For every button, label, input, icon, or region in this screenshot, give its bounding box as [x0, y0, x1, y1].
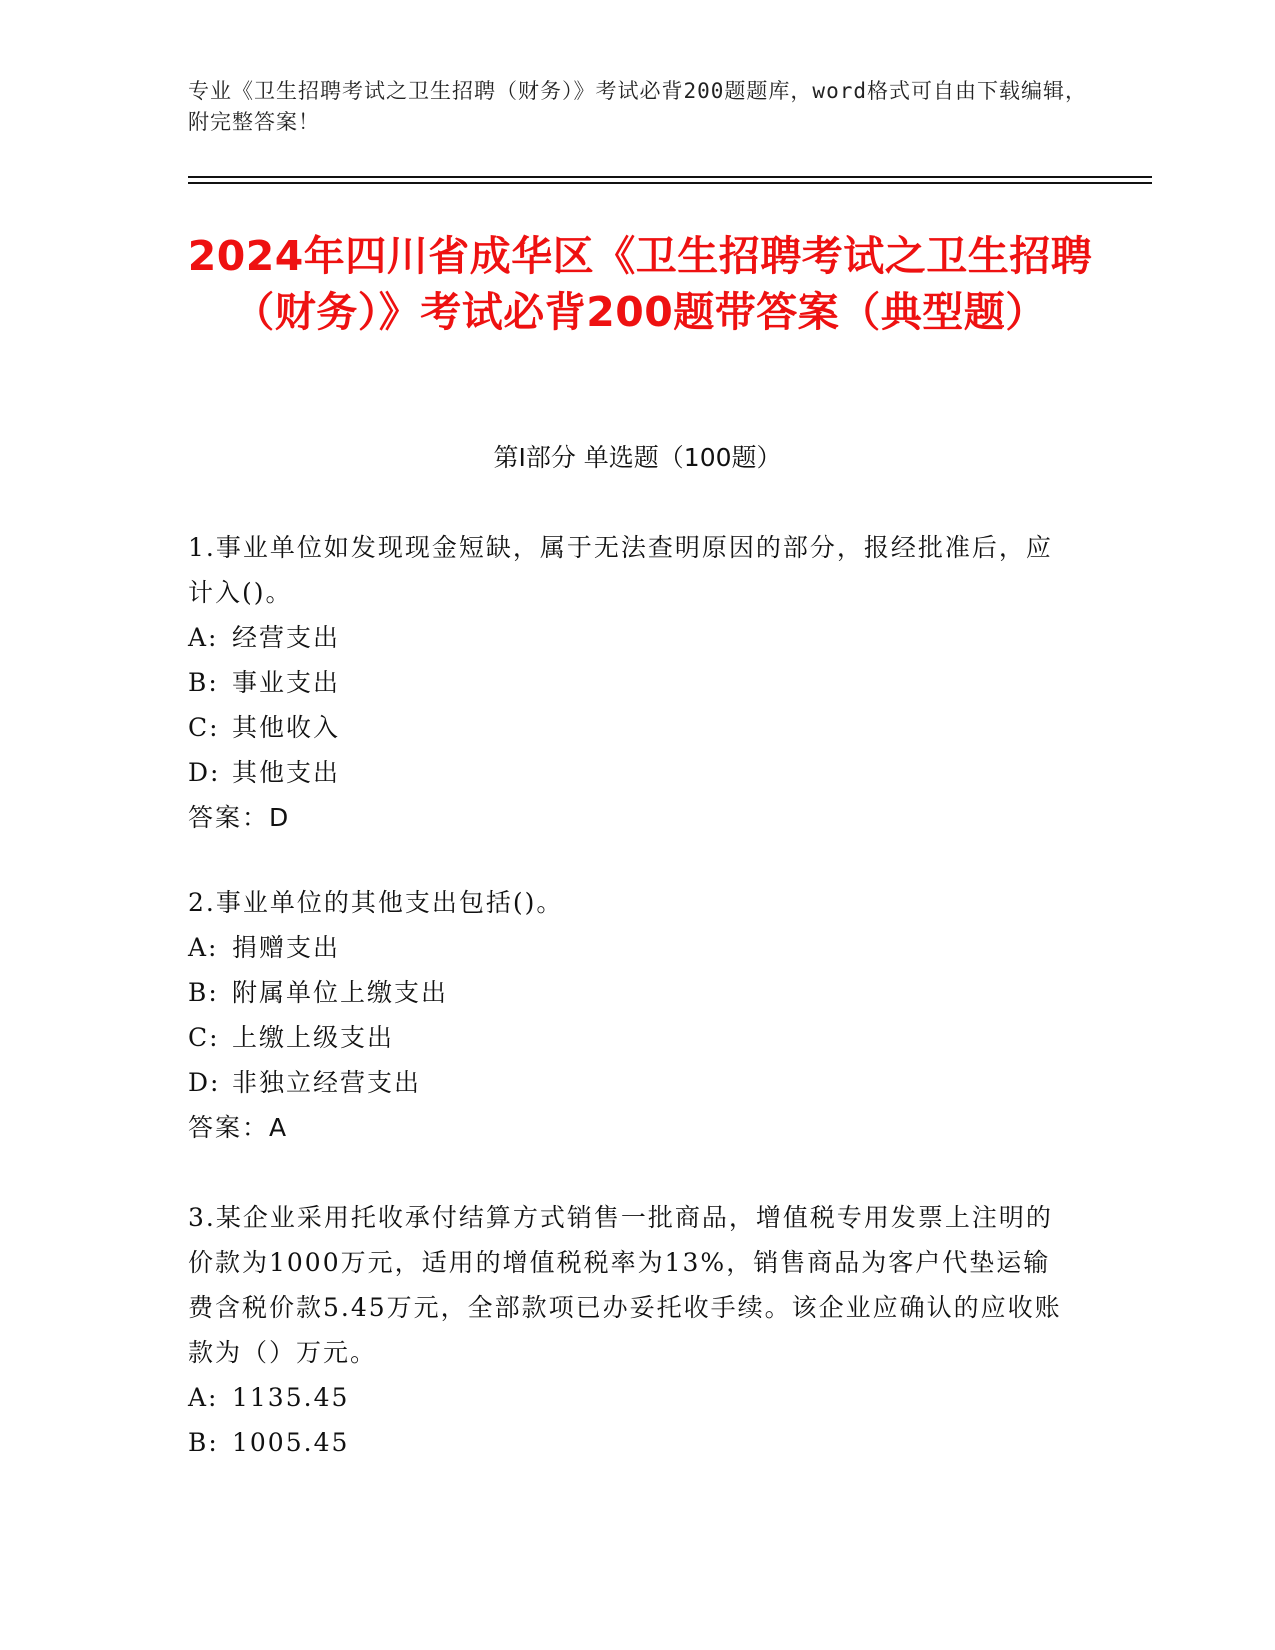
section-title: 第Ⅰ部分 单选题（100题）	[493, 443, 782, 472]
option-letter: A:	[188, 933, 219, 962]
answer-label: 答案：A	[188, 1113, 289, 1142]
option-d	[188, 1060, 1068, 1105]
option-a	[188, 925, 1068, 970]
option-d	[188, 750, 1068, 795]
option-letter: D:	[188, 1068, 221, 1097]
option-text: 上缴上级支出	[232, 1023, 395, 1052]
option-b	[188, 970, 1068, 1015]
option-text: 1135.45	[232, 1383, 350, 1412]
option-text: 经营支出	[232, 623, 341, 652]
option-text: 事业支出	[232, 668, 341, 697]
option-text: 捐赠支出	[232, 933, 341, 962]
option-letter: B:	[188, 978, 219, 1007]
option-letter: C:	[188, 1023, 220, 1052]
document-title: 2024年四川省成华区《卫生招聘考试之卫生招聘（财务）》考试必背200题带答案（典型题）	[187, 232, 1093, 336]
question-2	[188, 880, 1068, 1150]
option-text: 非独立经营支出	[232, 1068, 422, 1097]
option-a	[188, 615, 1068, 660]
option-text: 其他收入	[232, 713, 341, 742]
header-divider-top	[188, 176, 1152, 178]
option-text: 其他支出	[232, 758, 341, 787]
option-c	[188, 1015, 1068, 1060]
answer-label: 答案：D	[188, 803, 291, 832]
option-c	[188, 705, 1068, 750]
question-3	[188, 1195, 1068, 1465]
question-stem: 3.某企业采用托收承付结算方式销售一批商品，增值税专用发票上注明的价款为1000万元，适用的增值税税率为13%，销售商品为客户代垫运输费含税价款5.45万元，全部款项已办妥托收手续。该企业应确认的应收账款为（）万元。	[188, 1203, 1062, 1367]
question-1	[188, 525, 1068, 840]
option-letter: A:	[188, 623, 219, 652]
question-stem: 1.事业单位如发现现金短缺，属于无法查明原因的部分，报经批准后，应计入()。	[188, 533, 1053, 607]
header-divider-bottom	[188, 182, 1152, 184]
option-a	[188, 1375, 1068, 1420]
header-note: 专业《卫生招聘考试之卫生招聘（财务）》考试必背200题题库，word格式可自由下载编辑，附完整答案！	[188, 79, 1087, 134]
option-b	[188, 1420, 1068, 1465]
option-letter: C:	[188, 713, 220, 742]
option-letter: B:	[188, 668, 219, 697]
option-b	[188, 660, 1068, 705]
option-letter: D:	[188, 758, 221, 787]
option-letter: B:	[188, 1428, 219, 1457]
option-letter: A:	[188, 1383, 219, 1412]
option-text: 附属单位上缴支出	[232, 978, 449, 1007]
option-text: 1005.45	[232, 1428, 350, 1457]
question-stem: 2.事业单位的其他支出包括()。	[188, 888, 564, 917]
